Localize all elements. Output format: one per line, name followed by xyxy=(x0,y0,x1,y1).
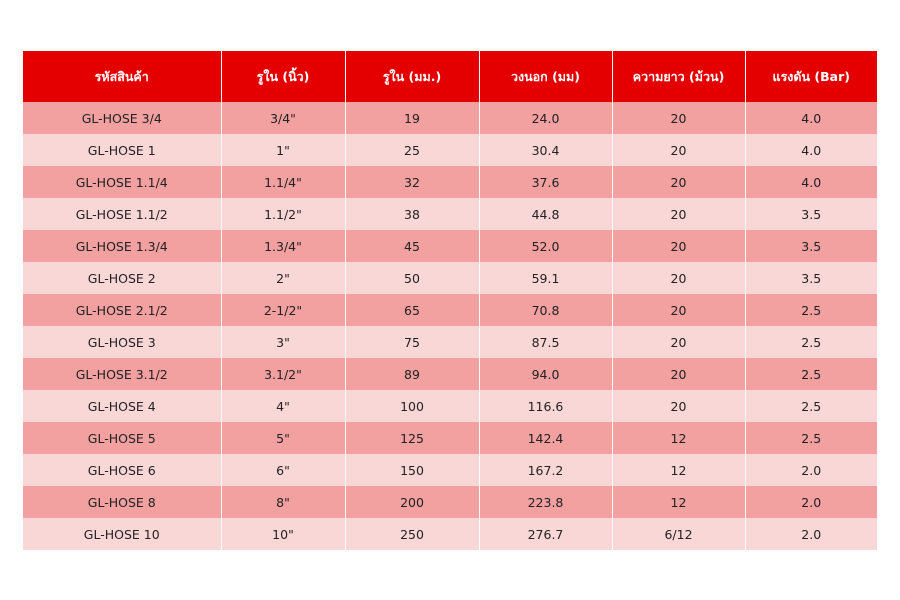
cell-length-roll: 12 xyxy=(612,454,745,486)
cell-inner-diameter-mm: 100 xyxy=(345,390,479,422)
header-length-roll: ความยาว (ม้วน) xyxy=(612,51,745,102)
cell-product-code: GL-HOSE 4 xyxy=(23,390,221,422)
cell-inner-diameter-mm: 32 xyxy=(345,166,479,198)
table-row xyxy=(23,422,877,454)
cell-pressure-bar: 2.0 xyxy=(745,518,877,550)
cell-length-roll: 20 xyxy=(612,358,745,390)
table-row xyxy=(23,262,877,294)
cell-pressure-bar: 2.0 xyxy=(745,454,877,486)
cell-inner-diameter-inch: 1.1/4" xyxy=(221,166,345,198)
cell-pressure-bar: 2.5 xyxy=(745,358,877,390)
hose-spec-table xyxy=(23,51,877,550)
cell-product-code: GL-HOSE 1.1/2 xyxy=(23,198,221,230)
cell-product-code: GL-HOSE 1 xyxy=(23,134,221,166)
table-row xyxy=(23,198,877,230)
cell-outer-diameter-mm: 94.0 xyxy=(479,358,612,390)
cell-product-code: GL-HOSE 3.1/2 xyxy=(23,358,221,390)
cell-inner-diameter-inch: 6" xyxy=(221,454,345,486)
cell-pressure-bar: 3.5 xyxy=(745,198,877,230)
cell-length-roll: 20 xyxy=(612,198,745,230)
cell-inner-diameter-inch: 1.3/4" xyxy=(221,230,345,262)
cell-outer-diameter-mm: 142.4 xyxy=(479,422,612,454)
cell-inner-diameter-mm: 45 xyxy=(345,230,479,262)
cell-inner-diameter-mm: 65 xyxy=(345,294,479,326)
cell-outer-diameter-mm: 30.4 xyxy=(479,134,612,166)
cell-pressure-bar: 2.0 xyxy=(745,486,877,518)
cell-length-roll: 20 xyxy=(612,390,745,422)
cell-length-roll: 20 xyxy=(612,102,745,134)
cell-product-code: GL-HOSE 1.1/4 xyxy=(23,166,221,198)
cell-outer-diameter-mm: 167.2 xyxy=(479,454,612,486)
cell-outer-diameter-mm: 59.1 xyxy=(479,262,612,294)
cell-inner-diameter-mm: 25 xyxy=(345,134,479,166)
cell-product-code: GL-HOSE 6 xyxy=(23,454,221,486)
table-row xyxy=(23,294,877,326)
cell-inner-diameter-mm: 250 xyxy=(345,518,479,550)
cell-length-roll: 20 xyxy=(612,262,745,294)
cell-inner-diameter-inch: 3/4" xyxy=(221,102,345,134)
cell-length-roll: 12 xyxy=(612,486,745,518)
cell-length-roll: 20 xyxy=(612,134,745,166)
header-product-code: รหัสสินค้า xyxy=(23,51,221,102)
table-row xyxy=(23,390,877,422)
cell-outer-diameter-mm: 276.7 xyxy=(479,518,612,550)
cell-outer-diameter-mm: 24.0 xyxy=(479,102,612,134)
table-row xyxy=(23,358,877,390)
cell-length-roll: 20 xyxy=(612,326,745,358)
cell-pressure-bar: 4.0 xyxy=(745,134,877,166)
cell-pressure-bar: 2.5 xyxy=(745,326,877,358)
header-pressure-bar: แรงดัน (Bar) xyxy=(745,51,877,102)
cell-inner-diameter-inch: 5" xyxy=(221,422,345,454)
header-outer-diameter-mm: วงนอก (มม) xyxy=(479,51,612,102)
table-row xyxy=(23,230,877,262)
cell-inner-diameter-mm: 50 xyxy=(345,262,479,294)
cell-product-code: GL-HOSE 3 xyxy=(23,326,221,358)
cell-product-code: GL-HOSE 5 xyxy=(23,422,221,454)
cell-outer-diameter-mm: 116.6 xyxy=(479,390,612,422)
cell-inner-diameter-inch: 1.1/2" xyxy=(221,198,345,230)
cell-inner-diameter-inch: 3.1/2" xyxy=(221,358,345,390)
cell-inner-diameter-mm: 75 xyxy=(345,326,479,358)
cell-length-roll: 6/12 xyxy=(612,518,745,550)
cell-product-code: GL-HOSE 2.1/2 xyxy=(23,294,221,326)
cell-outer-diameter-mm: 223.8 xyxy=(479,486,612,518)
cell-pressure-bar: 3.5 xyxy=(745,262,877,294)
table-body xyxy=(23,102,877,550)
cell-inner-diameter-mm: 150 xyxy=(345,454,479,486)
cell-inner-diameter-inch: 2" xyxy=(221,262,345,294)
cell-inner-diameter-inch: 10" xyxy=(221,518,345,550)
table-row xyxy=(23,166,877,198)
cell-outer-diameter-mm: 52.0 xyxy=(479,230,612,262)
cell-pressure-bar: 3.5 xyxy=(745,230,877,262)
cell-pressure-bar: 2.5 xyxy=(745,422,877,454)
cell-product-code: GL-HOSE 2 xyxy=(23,262,221,294)
cell-outer-diameter-mm: 44.8 xyxy=(479,198,612,230)
cell-outer-diameter-mm: 70.8 xyxy=(479,294,612,326)
cell-inner-diameter-inch: 8" xyxy=(221,486,345,518)
cell-length-roll: 20 xyxy=(612,166,745,198)
table-row xyxy=(23,134,877,166)
cell-product-code: GL-HOSE 10 xyxy=(23,518,221,550)
cell-product-code: GL-HOSE 1.3/4 xyxy=(23,230,221,262)
cell-inner-diameter-mm: 19 xyxy=(345,102,479,134)
cell-inner-diameter-mm: 125 xyxy=(345,422,479,454)
table-row xyxy=(23,518,877,550)
header-row xyxy=(23,51,877,102)
cell-inner-diameter-mm: 89 xyxy=(345,358,479,390)
table-row xyxy=(23,486,877,518)
cell-outer-diameter-mm: 87.5 xyxy=(479,326,612,358)
cell-product-code: GL-HOSE 3/4 xyxy=(23,102,221,134)
cell-pressure-bar: 2.5 xyxy=(745,294,877,326)
table-row xyxy=(23,102,877,134)
table-row xyxy=(23,454,877,486)
cell-inner-diameter-inch: 3" xyxy=(221,326,345,358)
cell-product-code: GL-HOSE 8 xyxy=(23,486,221,518)
header-inner-diameter-mm: รูใน (มม.) xyxy=(345,51,479,102)
cell-pressure-bar: 2.5 xyxy=(745,390,877,422)
cell-inner-diameter-inch: 1" xyxy=(221,134,345,166)
cell-inner-diameter-inch: 4" xyxy=(221,390,345,422)
cell-outer-diameter-mm: 37.6 xyxy=(479,166,612,198)
cell-inner-diameter-mm: 38 xyxy=(345,198,479,230)
cell-length-roll: 20 xyxy=(612,230,745,262)
cell-pressure-bar: 4.0 xyxy=(745,166,877,198)
header-inner-diameter-inch: รูใน (นิ้ว) xyxy=(221,51,345,102)
cell-inner-diameter-inch: 2-1/2" xyxy=(221,294,345,326)
cell-length-roll: 20 xyxy=(612,294,745,326)
cell-pressure-bar: 4.0 xyxy=(745,102,877,134)
table-header xyxy=(23,51,877,102)
cell-length-roll: 12 xyxy=(612,422,745,454)
table-row xyxy=(23,326,877,358)
cell-inner-diameter-mm: 200 xyxy=(345,486,479,518)
